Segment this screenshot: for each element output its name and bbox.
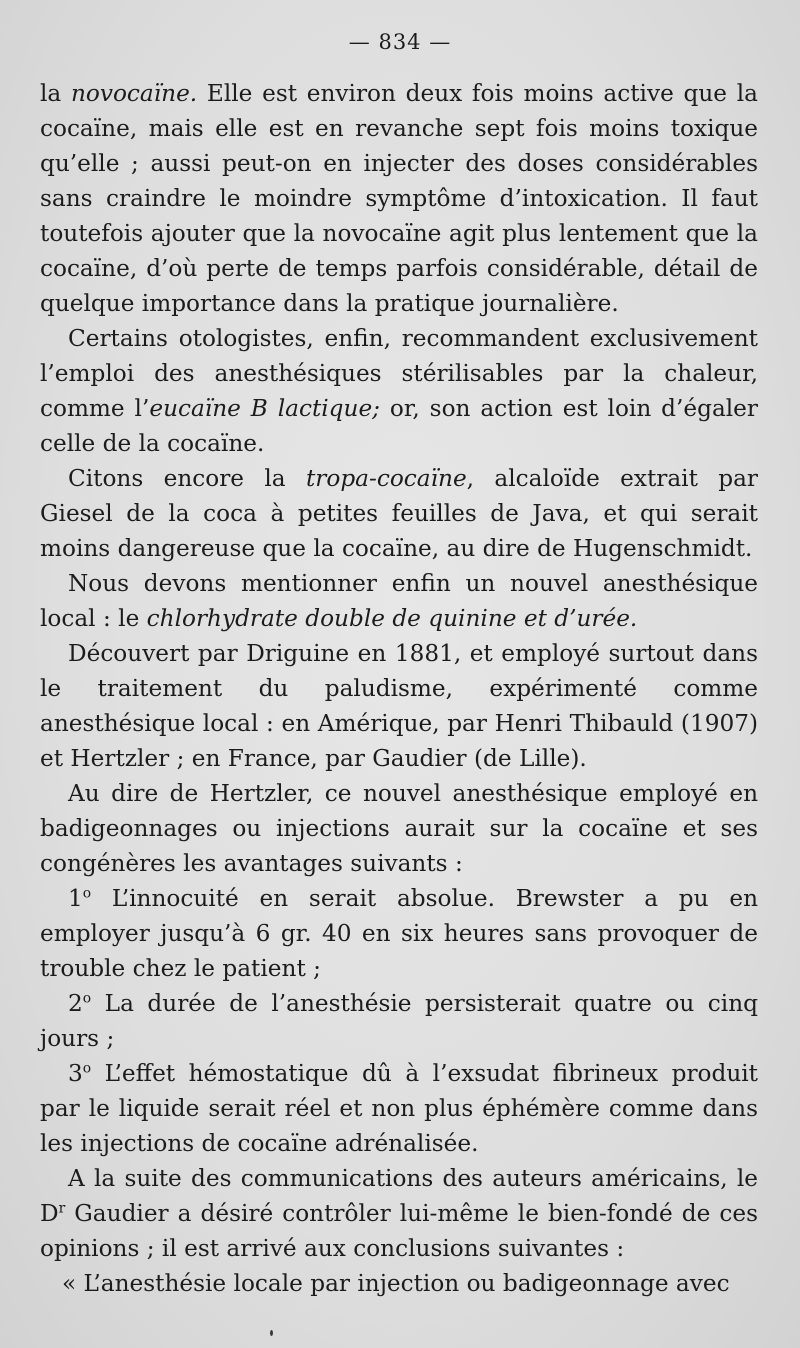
paragraph [40, 321, 758, 461]
paragraph [40, 986, 758, 1056]
italic-term: novocaïne. [70, 80, 198, 107]
paragraph [40, 566, 758, 636]
paragraph [40, 1161, 758, 1266]
text-run: Citons encore la [68, 465, 306, 492]
paragraph [40, 776, 758, 881]
text-run: Au dire de Hertzler, ce nouvel anesthésique employé en badigeonnages ou injections aurait sur la cocaïne et ses congénères les avantages suivants : [40, 780, 758, 877]
italic-term: eucaïne B lactique; [149, 395, 380, 422]
italic-term: tropa-cocaïne [305, 465, 467, 492]
text-run: or, son action est loin d’égaler celle de la cocaïne. [40, 395, 758, 457]
text-run: « L’anesthésie locale par injection ou badigeonnage avec [62, 1270, 730, 1297]
text-run: L’effet hémostatique dû à l’exsudat fibrineux produit par le liquide serait réel et non plus éphémère comme dans les injections de cocaïne adrénalisée. [40, 1060, 758, 1157]
paragraph [40, 881, 758, 986]
body-text [40, 76, 758, 1301]
text-run: 1 [68, 885, 83, 912]
text-run: la [40, 80, 71, 107]
text-run: La durée de l’anesthésie persisterait quatre ou cinq jours ; [40, 990, 758, 1052]
text-run: 2 [68, 990, 83, 1017]
text-run: Nous devons mentionner enfin un nouvel anesthésique local : le [40, 570, 758, 632]
page-number: — 834 — [348, 30, 452, 54]
text-run: Elle est environ deux fois moins active que la cocaïne, mais elle est en revanche sept fois moins toxique qu’elle ; aussi peut-on en injecter des doses considérables sans craindre le moindre symptôme d’intoxication. Il faut toutefois ajouter que la novocaïne agit plus lentement que la cocaïne, d’où perte de temps parfois considérable, détail de quelque importance dans la pratique journalière. [40, 80, 758, 317]
text-run: A la suite des communications des auteurs américains, le D [40, 1165, 758, 1227]
paragraph [40, 461, 758, 566]
superscript: o [82, 990, 92, 1007]
paragraph [40, 636, 758, 776]
text-run: 3 [68, 1060, 83, 1087]
paragraph [40, 76, 758, 321]
italic-term: chlorhydrate double de quinine et d’urée. [146, 605, 638, 632]
text-run: Gaudier a désiré contrôler lui-même le bien-fondé de ces opinions ; il est arrivé aux conclusions suivantes : [40, 1200, 758, 1262]
paragraph [40, 1056, 758, 1161]
text-run: Certains otologistes, enfin, recommandent exclusivement l’emploi des anesthésiques stérilisables par la chaleur, comme l’ [40, 325, 758, 422]
print-speck [270, 1330, 273, 1336]
superscript: o [82, 885, 92, 902]
superscript: r [58, 1200, 66, 1217]
text-run: L’innocuité en serait absolue. Brewster a pu en employer jusqu’à 6 gr. 40 en six heures sans provoquer de trouble chez le patient ; [40, 885, 758, 982]
text-run: Découvert par Driguine en 1881, et employé surtout dans le traitement du paludisme, expérimenté comme anesthésique local : en Amérique, par Henri Thibauld (1907) et Hertzler ; en France, par Gaudier (de Lille). [40, 640, 758, 772]
paragraph [40, 1266, 758, 1301]
text-run: , alcaloïde extrait par Giesel de la coca à petites feuilles de Java, et qui serait moins dangereuse que la cocaïne, au dire de Hugenschmidt. [40, 465, 759, 562]
superscript: o [82, 1060, 92, 1077]
